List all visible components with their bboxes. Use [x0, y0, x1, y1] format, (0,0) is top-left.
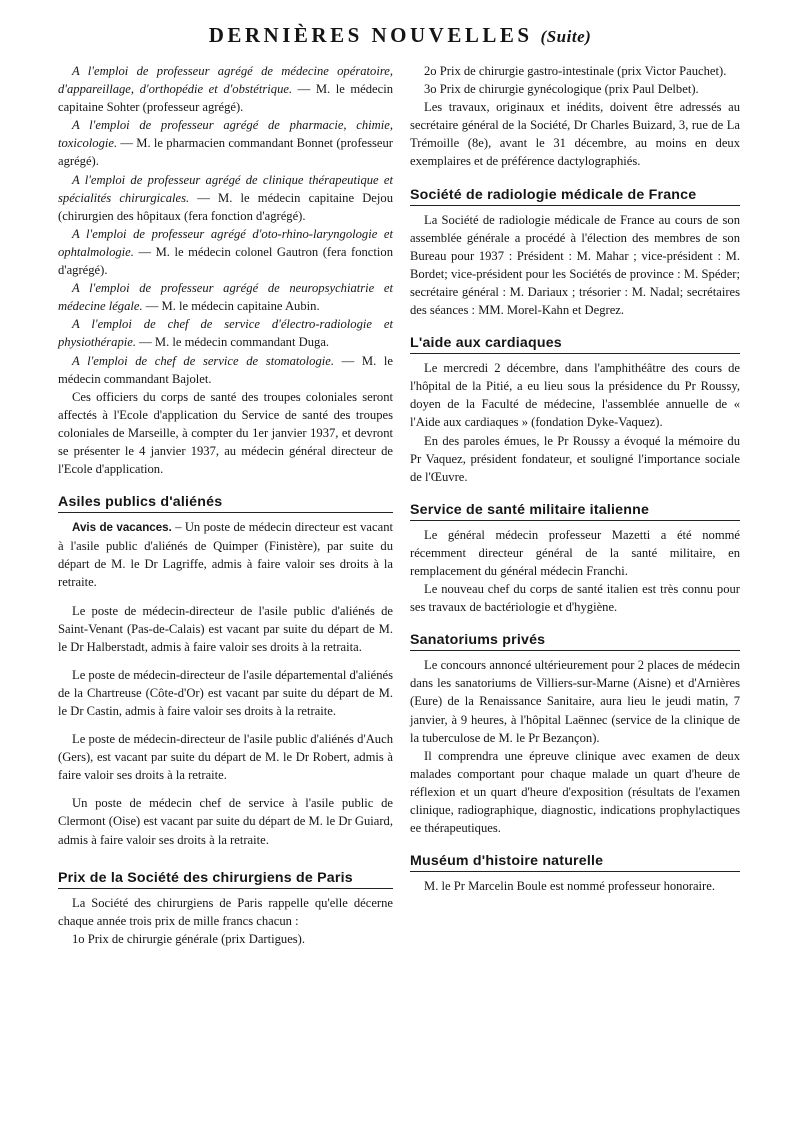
agreg-paragraph-4	[58, 225, 393, 279]
agreg-post: A l'emploi de professeur agrégé d'oto-rhino-laryngologie et ophtalmologie.	[58, 226, 393, 259]
agreg-paragraph-7	[58, 352, 393, 388]
sanatoriums-paragraph-2: Il comprendra une épreuve clinique avec examen de deux malades comportant pour chaque malade un quart d'heure de réflexion et un quart d'heure d'exposition (résultats de l'examen clinique, radiographique, diagnostic, indications prophylactiques ee thérapeutiques.	[410, 748, 740, 836]
section-title-museum: Muséum d'histoire naturelle	[410, 852, 740, 872]
agreg-appointee: — M. le médecin commandant Bajolet.	[58, 353, 393, 386]
agreg-paragraph-1	[58, 62, 393, 116]
agreg-appointee: — M. le médecin capitaine Sohter (professeur agrégé).	[58, 82, 394, 115]
asiles-paragraph-1	[58, 518, 393, 591]
asiles-lead: Avis de vacances.	[72, 521, 172, 535]
museum-paragraph-1: M. le Pr Marcelin Boule est nommé professeur honoraire.	[424, 879, 715, 894]
cardiaques-paragraph-2: En des paroles émues, le Pr Roussy a évoqué la mémoire du Pr Vaquez, président fondateur, et souligné l'importance sociale de l'Œuvre.	[410, 433, 740, 484]
page-header	[0, 18, 800, 52]
asiles-paragraph-2: Le poste de médecin-directeur de l'asile public d'aliénés de Saint-Venant (Pas-de-Calais) est vacant par suite du départ de M. le Dr Halberstadt, admis à faire valoir ses droits à la retraita.	[58, 603, 393, 654]
sanatoriums-paragraph-1: Le concours annoncé ultérieurement pour 2 places de médecin dans les sanatoriums de Villiers-sur-Marne (Aisne) et d'Arnières (Eure) de la Renaissance Sanitaire, aura lieu le jeudi matin, 7 janvier, à 9 heures, à l'hôpital Laënnec (service de la clinique de la tuberculose de M. le Pr Bezançon).	[410, 658, 740, 745]
agreg-post: A l'emploi de chef de service d'électro-radiologie et physiothérapie.	[58, 317, 393, 350]
right-column	[410, 62, 740, 895]
section-title-prix: Prix de la Société des chirurgiens de Paris	[58, 869, 393, 889]
agreg-appointee: — M. le médecin commandant Duga.	[136, 335, 330, 350]
agreg-paragraph-5	[58, 279, 393, 315]
section-title-militaire: Service de santé militaire italienne	[410, 501, 740, 521]
agreg-post: A l'emploi de professeur agrégé de clinique thérapeutique et spécialités chirurgicales.	[58, 172, 393, 205]
agreg-paragraph-2	[58, 116, 393, 170]
agreg-appointee: — M. le médecin capitaine Aubin.	[142, 299, 320, 314]
agreg-post: A l'emploi de professeur agrégé de neuropsychiatrie et médecine légale.	[58, 281, 393, 314]
prix-paragraph-5: Les travaux, originaux et inédits, doivent être adressés au secrétaire général de la Société, Dr Charles Buizard, 3, rue de La Trémoille (8e), avant le 31 décembre, au moins en deux exemplaires et de préférence dactylographiés.	[410, 100, 740, 169]
agreg-paragraph-3	[58, 171, 393, 225]
asiles-text: – Un poste de médecin directeur est vacant à l'asile public d'aliénés de Quimper (Finistère), par suite du départ de M. le Dr Lagriffe, admis à faire valoir ses droits à la retraite.	[58, 520, 393, 590]
agreg-post: A l'emploi de professeur agrégé de pharmacie, chimie, toxicologie.	[58, 118, 393, 151]
prix-paragraph-2: 1o Prix de chirurgie générale (prix Dartigues).	[72, 931, 306, 946]
section-title-radiologie: Société de radiologie médicale de France	[410, 186, 740, 206]
header-title: DERNIÈRES NOUVELLES	[208, 23, 533, 47]
agreg-post: A l'emploi de chef de service de stomatologie.	[72, 353, 335, 368]
left-column	[58, 62, 393, 948]
asiles-paragraph-3: Le poste de médecin-directeur de l'asile départemental d'aliénés de la Chartreuse (Côte-d'Or) est vacant par suite du départ de M. le Dr Castin, admis à faire valoir ses droits à la retraite.	[58, 667, 393, 718]
prix-paragraph-4: 3o Prix de chirurgie gynécologique (prix Paul Delbet).	[424, 82, 699, 97]
militaire-paragraph-1: Le général médecin professeur Mazetti a été nommé récemment directeur général de la santé militaire, en remplacement du général médecin Franchi.	[410, 527, 740, 578]
radiologie-paragraph-1: La Société de radiologie médicale de France au cours de son assemblée générale a procédé à l'élection des membres de son Bureau pour 1937 : Président : M. Mahar ; vice-président : M. Bordet; vice-président pour les Sociétés de province : M. Spéder; secrétaire général : M. Dariaux ; trésorier : M. Nadal; secrétaires des séances : MM. Morel-Kahn et Degrez.	[410, 212, 740, 318]
agreg-appointee: — M. le médecin capitaine Dejou (chirurgien des hôpitaux (fera fonction d'agrégé).	[58, 190, 393, 223]
ces-officiers-paragraph: Ces officiers du corps de santé des troupes coloniales seront affectés à l'Ecole d'application du Service de santé des troupes coloniales de Marseille, à compter du 1er janvier 1937, et devront se présenter le 4 janvier 1937, au médecin général directeur de l'Ecole d'application.	[58, 389, 393, 477]
agreg-appointee: — M. le médecin colonel Gautron (fera fonction d'agrégé).	[58, 244, 393, 278]
section-title-asiles: Asiles publics d'aliénés	[58, 493, 393, 513]
agreg-appointee: — M. le pharmacien commandant Bonnet (professeur agrégé).	[58, 136, 393, 169]
agreg-post: A l'emploi de professeur agrégé de médecine opératoire, d'appareillage, d'orthopédie et d'obstétrique.	[58, 64, 393, 97]
section-title-sanatoriums: Sanatoriums privés	[410, 631, 740, 651]
header-suite: (Suite)	[540, 27, 592, 46]
section-title-cardiaques: L'aide aux cardiaques	[410, 334, 740, 354]
prix-paragraph-1: La Société des chirurgiens de Paris rappelle qu'elle décerne chaque année trois prix de mille francs chacun :	[58, 895, 393, 928]
asiles-paragraph-5: Un poste de médecin chef de service à l'asile public de Clermont (Oise) est vacant par suite du départ de M. le Dr Guiard, admis à faire valoir ses droits à la retraite.	[58, 796, 393, 847]
asiles-paragraph-4: Le poste de médecin-directeur de l'asile public d'aliénés d'Auch (Gers), est vacant par suite du départ de M. le Dr Robert, admis à faire valoir ses droits à la retraite.	[58, 732, 393, 783]
prix-paragraph-3: 2o Prix de chirurgie gastro-intestinale (prix Victor Pauchet).	[424, 64, 727, 78]
cardiaques-paragraph-1: Le mercredi 2 décembre, dans l'amphithéâtre des cours de l'hôpital de la Pitié, a eu lieu sous la présidence du Pr Roussy, doyen de la Faculté de médecine, l'assemblée annuelle de « l'Aide aux cardiaques » (fondation Dyke-Vaquez).	[410, 361, 740, 430]
agreg-paragraph-6	[58, 315, 393, 351]
militaire-paragraph-2: Le nouveau chef du corps de santé italien est très connu pour ses travaux de bactériologie et d'hygiène.	[410, 582, 740, 615]
